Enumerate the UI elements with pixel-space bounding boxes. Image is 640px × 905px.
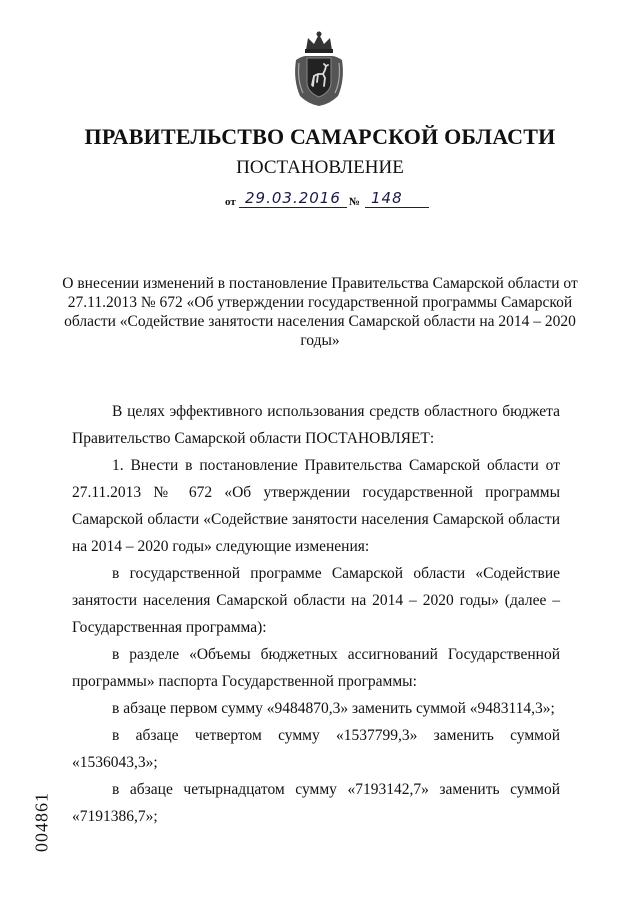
date-underline — [239, 207, 347, 208]
item-1-paragraph: 1. Внести в постановление Правительства Самарской области от 27.11.2013 № 672 «Об утверждении государственной программы Самарской области «Содействие занятости населения Самарской области на 2014 – 2020 годы» следующие изменения: — [72, 457, 560, 555]
fourth-paragraph-change: в абзаце четвертом сумму «1537799,3» заменить суммой «1536043,3»; — [72, 727, 560, 771]
fourteenth-paragraph-change: в абзаце четырнадцатом сумму «7193142,7» заменить суммой «7191386,7»; — [72, 781, 560, 825]
document-type: ПОСТАНОВЛЕНИЕ — [236, 157, 404, 178]
section-paragraph: в разделе «Объемы бюджетных ассигнований Государственной программы» паспорта Государственной программы: — [72, 646, 560, 690]
date-prefix: от — [225, 196, 236, 208]
document-body — [72, 398, 560, 830]
handwritten-number: 148 — [371, 189, 403, 207]
samara-coat-of-arms-icon — [290, 30, 348, 108]
margin-serial-code — [22, 772, 62, 872]
number-underline — [365, 207, 429, 208]
margin-code-text: 004861 — [31, 792, 52, 852]
intro-paragraph: В целях эффективного использования средств областного бюджета Правительство Самарской области ПОСТАНОВЛЯЕТ: — [72, 403, 560, 447]
government-title: ПРАВИТЕЛЬСТВО САМАРСКОЙ ОБЛАСТИ — [84, 124, 556, 149]
program-paragraph: в государственной программе Самарской области «Содействие занятости населения Самарской области на 2014 – 2020 годы» (далее – Государственная программа): — [72, 565, 560, 636]
document-subject: О внесении изменений в постановление Правительства Самарской области от 27.11.2013 № 672 «Об утверждении государственной программы Самарской области «Содействие занятости населения Самарской области на 2014 – 2020 годы» — [62, 275, 578, 349]
first-paragraph-change: в абзаце первом сумму «9484870,3» заменить суммой «9483114,3»; — [112, 700, 555, 717]
date-number-line — [225, 190, 445, 212]
handwritten-date: 29.03.2016 — [245, 189, 341, 207]
number-prefix: № — [349, 196, 361, 208]
